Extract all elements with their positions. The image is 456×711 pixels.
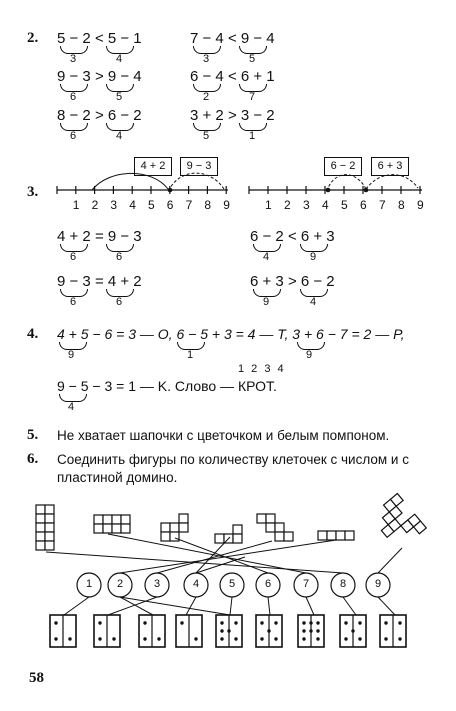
- task3-right-eq2-sub2: 4: [310, 296, 317, 308]
- connector-line: [108, 597, 157, 615]
- task2-row3-right-sub1: 5: [203, 130, 210, 142]
- number-circle-label-9: 9: [375, 578, 382, 590]
- left-numberline-label-8: 8: [204, 198, 212, 212]
- figure-6b-cells: [257, 514, 293, 541]
- task2-row3-left-sub1: 6: [70, 130, 77, 142]
- task5-text: Не хватает шапочки с цветочком и белым помпоном.: [57, 428, 390, 443]
- task2-row1-left-sub2: 4: [116, 53, 123, 65]
- number-circle-label-8: 8: [340, 578, 347, 590]
- task2-row2-left-sub1: 6: [70, 91, 77, 103]
- connector-line: [268, 597, 270, 615]
- domino-3: [139, 615, 165, 647]
- number-circle-label-3: 3: [154, 578, 161, 590]
- task2-row2-right-sub2: 7: [249, 91, 256, 103]
- right-numberline-label-5: 5: [341, 198, 348, 212]
- task2-row3-left-sub2: 4: [116, 130, 123, 142]
- task4-sub2: 1: [187, 349, 194, 361]
- task3-left-box1: 4 + 2: [134, 157, 172, 176]
- task3-left-eq1-sub1: 6: [70, 251, 77, 263]
- task2-row1-right: 7 − 4 < 9 − 4: [190, 30, 275, 47]
- figure-4b-cells: [318, 531, 354, 540]
- connector-line: [120, 540, 336, 573]
- task4-number: 4.: [27, 326, 39, 342]
- task2-row3-right: 3 + 2 > 3 − 2: [190, 107, 275, 124]
- task3-left-eq1-sub2: 6: [116, 251, 123, 263]
- domino-9: [380, 615, 406, 647]
- task4-sub3: 9: [306, 349, 313, 361]
- figure-6-cells: [161, 514, 188, 541]
- left-numberline-label-2: 2: [91, 198, 99, 212]
- domino-5: [216, 615, 242, 647]
- number-circle-label-2: 2: [117, 578, 124, 590]
- number-circle-label-1: 1: [86, 578, 93, 590]
- figure-8-cells: [94, 515, 130, 533]
- task3-left-eq2: 9 − 3 = 4 + 2: [57, 273, 142, 290]
- right-numberline-label-7: 7: [379, 198, 386, 212]
- task3-left-box2: 9 − 3: [180, 157, 218, 176]
- task3-right-eq2: 6 + 3 > 6 − 2: [250, 273, 335, 290]
- left-numberline-label-5: 5: [148, 198, 155, 212]
- task6-text-line2: пластиной домино.: [57, 470, 178, 485]
- task6-text-line1: Соединить фигуры по количеству клеточек с числом и с: [57, 452, 409, 467]
- task3-right-eq1-sub2: 9: [310, 251, 317, 263]
- task2-number: 2.: [27, 30, 39, 46]
- figure-10-cells: [36, 505, 54, 550]
- task6-number: 6.: [27, 451, 39, 467]
- right-numberline-label-9: 9: [417, 198, 424, 212]
- task4-letter-indices: 1 2 3 4: [238, 363, 286, 375]
- left-numberline-label-1: 1: [72, 198, 80, 212]
- number-circle-label-6: 6: [265, 578, 272, 590]
- task4-line2-sub: 4: [68, 401, 75, 413]
- right-numberline-label-6: 6: [360, 198, 367, 212]
- task2-row2-right: 6 − 4 < 6 + 1: [190, 68, 275, 85]
- connector-line: [186, 597, 196, 615]
- number-circle-label-5: 5: [229, 578, 236, 590]
- domino-7: [298, 615, 324, 647]
- task4-line2: 9 − 5 − 3 = 1 — K. Слово — КРОТ.: [57, 378, 277, 394]
- domino-1: [50, 615, 76, 647]
- task2-row2-left-sub2: 5: [116, 91, 123, 103]
- task2-row3-right-sub2: 1: [249, 130, 256, 142]
- domino-6: [256, 615, 282, 647]
- task5-number: 5.: [27, 427, 39, 443]
- task3-left-eq1: 4 + 2 = 9 − 3: [57, 228, 142, 245]
- right-numberline-label-2: 2: [284, 198, 291, 212]
- task2-row1-left-sub1: 3: [70, 53, 77, 65]
- figure-diagonal: [381, 494, 426, 538]
- connector-line: [343, 597, 356, 615]
- figure-4-cells: [215, 525, 242, 543]
- right-numberline-label-3: 3: [303, 198, 310, 212]
- number-circle-label-7: 7: [303, 578, 310, 590]
- task3-right-box1: 6 − 2: [324, 157, 362, 176]
- connector-line: [378, 597, 395, 615]
- left-numberline-label-4: 4: [129, 198, 136, 212]
- connector-line: [378, 548, 402, 573]
- page-number: 58: [29, 670, 44, 686]
- connector-line: [230, 597, 232, 615]
- task3-left-eq2-sub1: 6: [70, 296, 77, 308]
- task2-row2-right-sub1: 2: [203, 91, 210, 103]
- right-numberline-label-4: 4: [322, 198, 329, 212]
- task2-row3-left: 8 − 2 > 6 − 2: [57, 107, 142, 124]
- task4-line1: 4 + 5 − 6 = 3 — O, 6 − 5 + 3 = 4 — T, 3 + 6 − 7 = 2 — P,: [57, 326, 405, 342]
- left-numberline-label-3: 3: [110, 198, 118, 212]
- task2-row2-left: 9 − 3 > 9 − 4: [57, 68, 142, 85]
- task2-row1-right-sub2: 5: [249, 53, 256, 65]
- task3-number: 3.: [27, 184, 39, 200]
- right-numberline-label-8: 8: [398, 198, 405, 212]
- number-circle-label-4: 4: [193, 578, 200, 590]
- task3-left-eq2-sub2: 6: [116, 296, 123, 308]
- task3-right-eq2-sub1: 9: [263, 296, 270, 308]
- domino-4: [176, 615, 202, 647]
- left-numberline-label-7: 7: [185, 198, 193, 212]
- task2-row1-right-sub1: 3: [203, 53, 210, 65]
- task3-right-box2: 6 + 3: [371, 157, 409, 176]
- domino-8: [340, 615, 366, 647]
- left-numberline-label-9: 9: [223, 198, 230, 212]
- task3-right-eq1-sub1: 4: [263, 251, 270, 263]
- task3-right-eq1: 6 − 2 < 6 + 3: [250, 228, 335, 245]
- left-numberline-label-6: 6: [166, 198, 174, 212]
- right-numberline-label-1: 1: [265, 198, 272, 212]
- domino-2: [94, 615, 120, 647]
- connector-line: [306, 597, 314, 615]
- task2-row1-left: 5 − 2 < 5 − 1: [57, 30, 142, 47]
- connector-line: [64, 597, 89, 615]
- task4-sub1: 9: [68, 349, 75, 361]
